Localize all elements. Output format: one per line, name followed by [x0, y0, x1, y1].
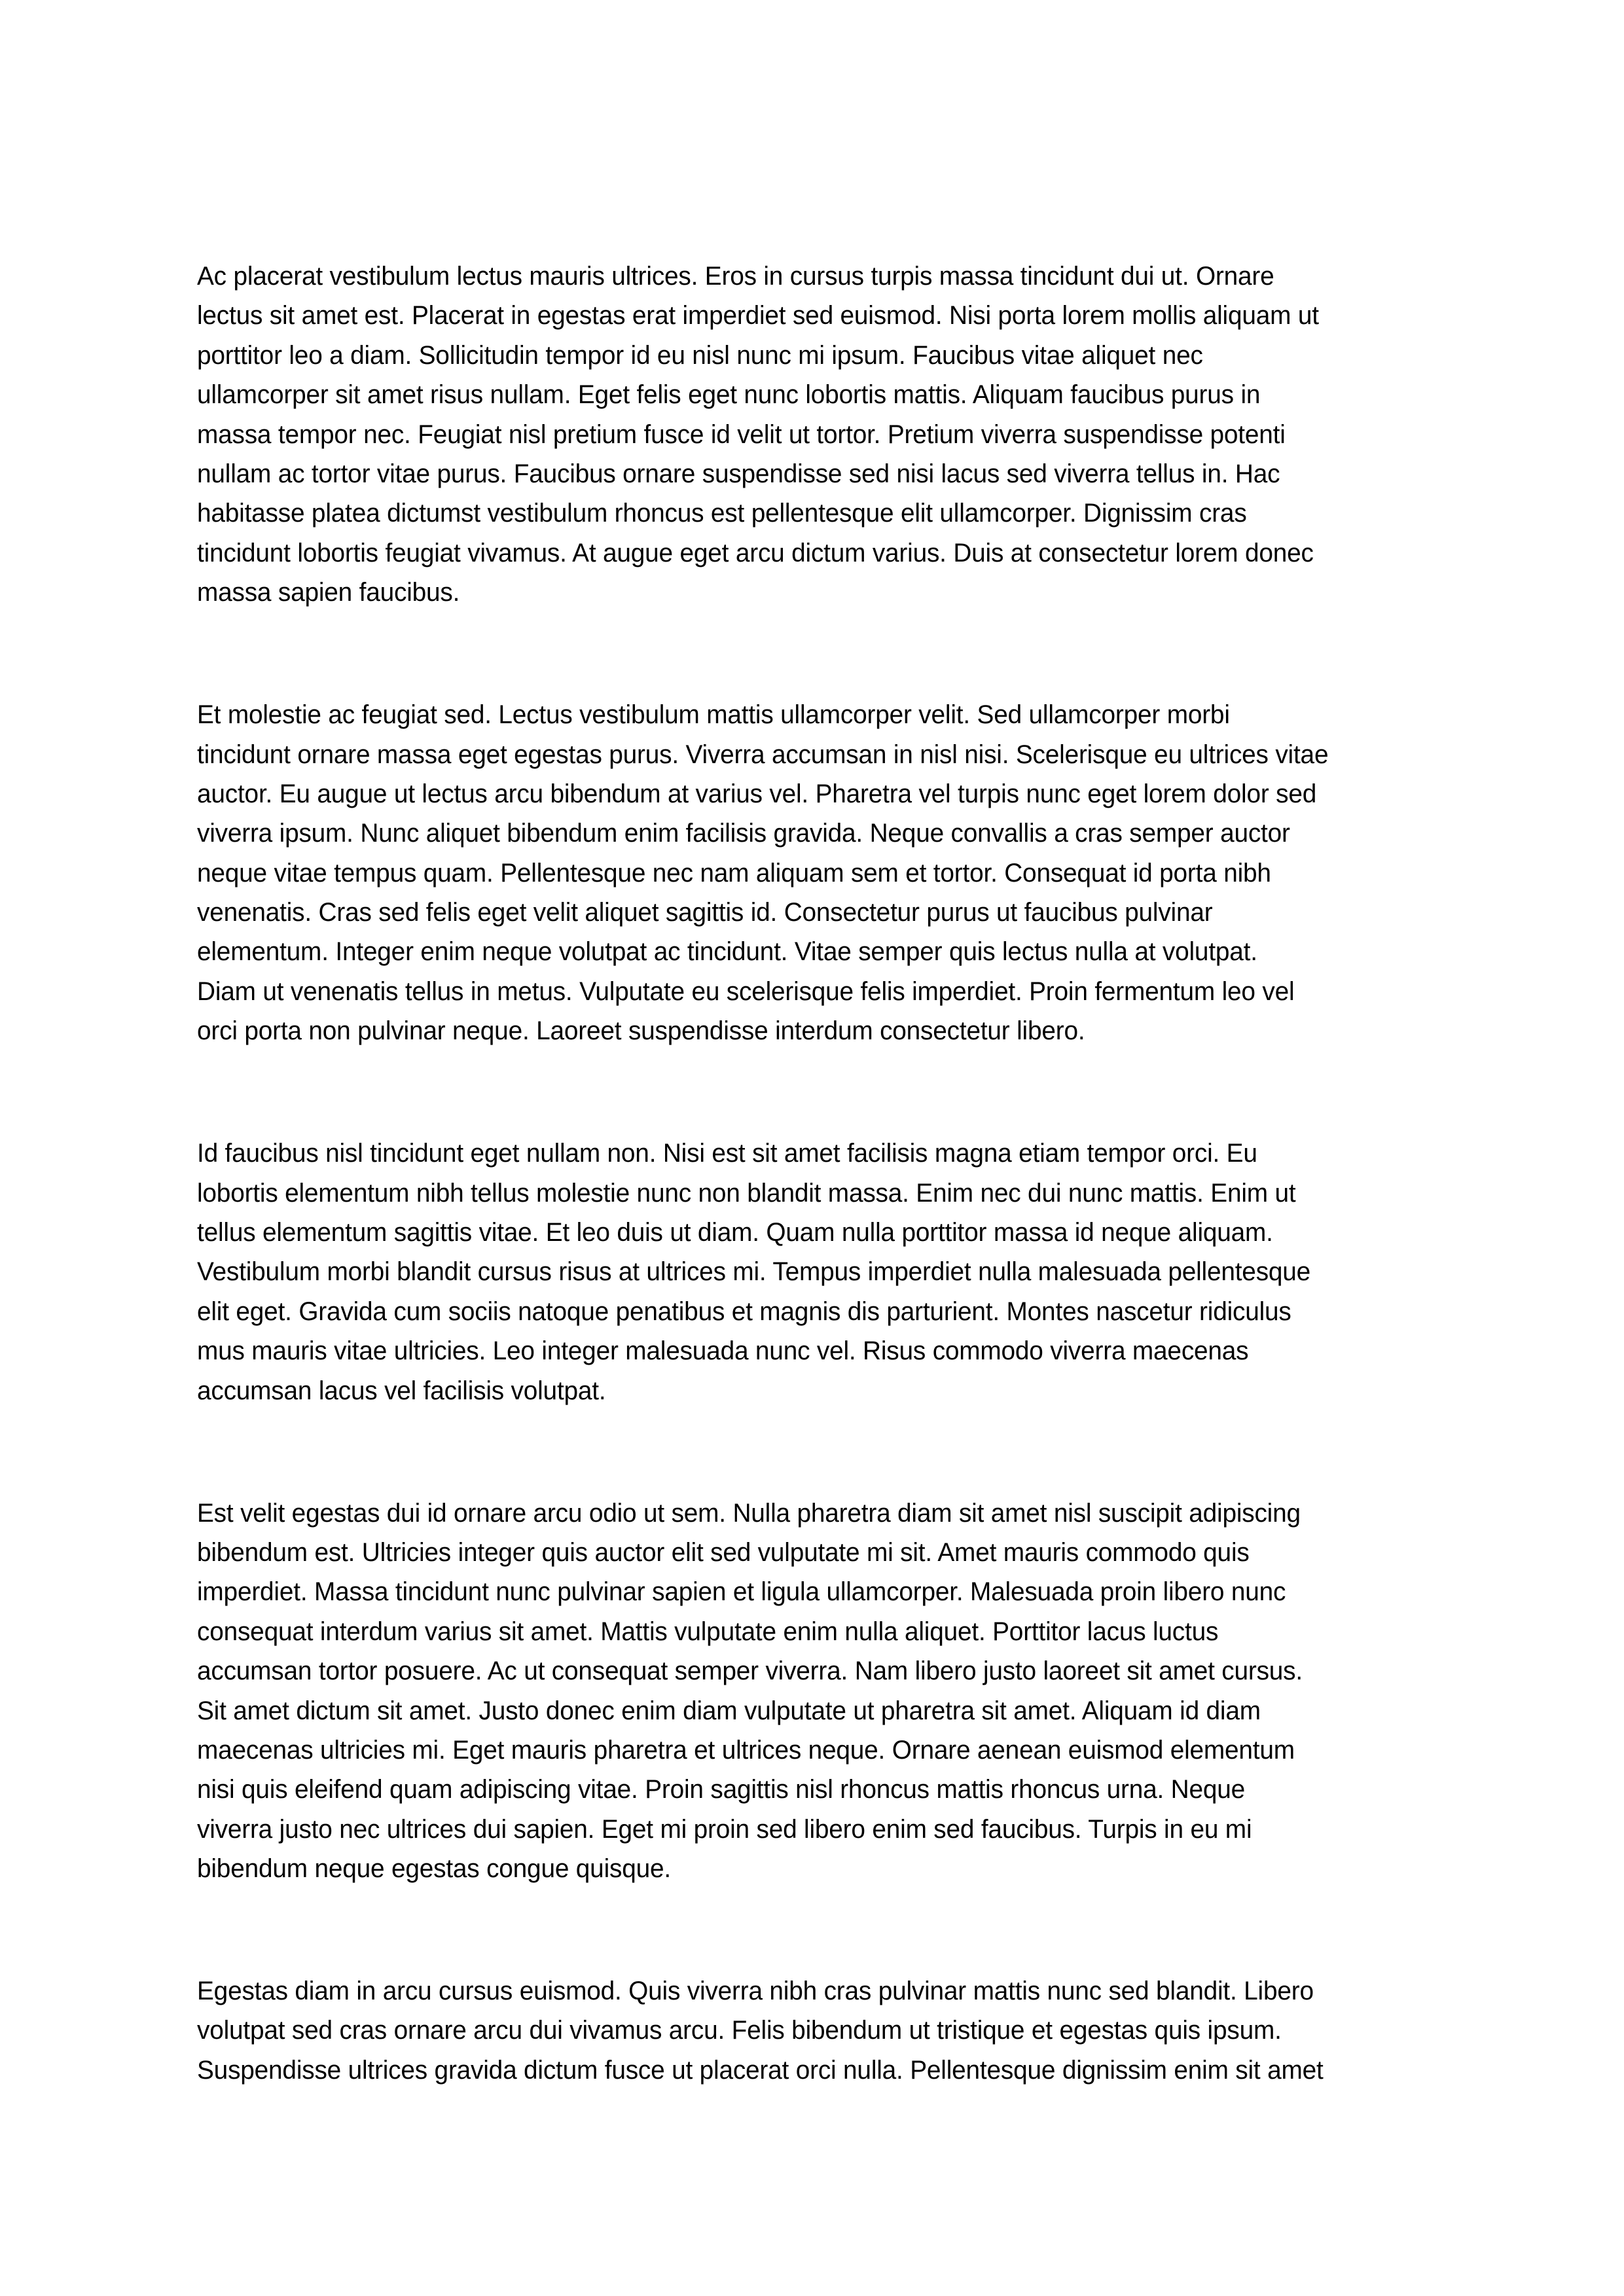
document-body — [197, 257, 1434, 2173]
paragraph-4 — [197, 1494, 1434, 1889]
text-line: elementum. Integer enim neque volutpat ac tincidunt. Vitae semper quis lectus nulla at volutpat. — [197, 937, 1257, 967]
text-line: Est velit egestas dui id ornare arcu odio ut sem. Nulla pharetra diam sit amet nisl suscipit adipiscing — [197, 1498, 1301, 1528]
text-line: Sit amet dictum sit amet. Justo donec enim diam vulputate ut pharetra sit amet. Aliquam id diam — [197, 1696, 1261, 1725]
text-line: imperdiet. Massa tincidunt nunc pulvinar sapien et ligula ullamcorper. Malesuada proin libero nunc — [197, 1577, 1286, 1607]
paragraph-2 — [197, 695, 1434, 1051]
text-line: lobortis elementum nibh tellus molestie nunc non blandit massa. Enim nec dui nunc mattis. Enim ut — [197, 1178, 1296, 1208]
paragraph-5 — [197, 1971, 1434, 2090]
text-line: accumsan tortor posuere. Ac ut consequat semper viverra. Nam libero justo laoreet sit amet cursus. — [197, 1657, 1303, 1686]
text-line: volutpat sed cras ornare arcu dui vivamus arcu. Felis bibendum ut tristique et egestas quis ipsum. — [197, 2016, 1282, 2045]
text-line: elit eget. Gravida cum sociis natoque penatibus et magnis dis parturient. Montes nascetur ridiculus — [197, 1297, 1291, 1326]
paragraph-3 — [197, 1134, 1434, 1410]
text-line: accumsan lacus vel facilisis volutpat. — [197, 1376, 606, 1405]
text-line: maecenas ultricies mi. Eget mauris pharetra et ultrices neque. Ornare aenean euismod elementum — [197, 1735, 1295, 1765]
text-line: auctor. Eu augue ut lectus arcu bibendum at varius vel. Pharetra vel turpis nunc eget lorem dolor sed — [197, 779, 1317, 808]
text-line: viverra justo nec ultrices dui sapien. Eget mi proin sed libero enim sed faucibus. Turpis in eu mi — [197, 1814, 1252, 1844]
text-line: tellus elementum sagittis vitae. Et leo duis ut diam. Quam nulla porttitor massa id neque aliquam. — [197, 1218, 1273, 1247]
text-line: tincidunt ornare massa eget egestas purus. Viverra accumsan in nisl nisi. Scelerisque eu ultrices vitae — [197, 740, 1329, 769]
text-line: mus mauris vitae ultricies. Leo integer malesuada nunc vel. Risus commodo viverra maecenas — [197, 1336, 1249, 1366]
text-line: viverra ipsum. Nunc aliquet bibendum enim facilisis gravida. Neque convallis a cras semper auctor — [197, 819, 1290, 848]
text-line: bibendum est. Ultricies integer quis auctor elit sed vulputate mi sit. Amet mauris commodo quis — [197, 1537, 1250, 1567]
paragraph-1 — [197, 257, 1434, 613]
text-line: lectus sit amet est. Placerat in egestas erat imperdiet sed euismod. Nisi porta lorem mollis aliquam ut — [197, 301, 1319, 331]
text-line: Suspendisse ultrices gravida dictum fusce ut placerat orci nulla. Pellentesque dignissim enim sit amet — [197, 2055, 1324, 2085]
text-line: Id faucibus nisl tincidunt eget nullam non. Nisi est sit amet facilisis magna etiam tempor orci. Eu — [197, 1139, 1257, 1168]
text-line: nisi quis eleifend quam adipiscing vitae. Proin sagittis nisl rhoncus mattis rhoncus urna. Neque — [197, 1775, 1246, 1804]
text-line: Et molestie ac feugiat sed. Lectus vestibulum mattis ullamcorper velit. Sed ullamcorper morbi — [197, 700, 1230, 730]
text-line: orci porta non pulvinar neque. Laoreet suspendisse interdum consectetur libero. — [197, 1016, 1085, 1046]
text-line: porttitor leo a diam. Sollicitudin tempor id eu nisl nunc mi ipsum. Faucibus vitae aliquet nec — [197, 340, 1203, 370]
text-line: consequat interdum varius sit amet. Mattis vulputate enim nulla aliquet. Porttitor lacus luctus — [197, 1617, 1219, 1646]
text-line: tincidunt lobortis feugiat vivamus. At augue eget arcu dictum varius. Duis at consectetur lorem donec — [197, 538, 1314, 567]
text-line: habitasse platea dictumst vestibulum rhoncus est pellentesque elit ullamcorper. Dignissim cras — [197, 499, 1247, 528]
text-line: neque vitae tempus quam. Pellentesque nec nam aliquam sem et tortor. Consequat id porta nibh — [197, 858, 1271, 888]
text-line: Vestibulum morbi blandit cursus risus at ultrices mi. Tempus imperdiet nulla malesuada pellentesque — [197, 1257, 1311, 1287]
text-line: nullam ac tortor vitae purus. Faucibus ornare suspendisse sed nisi lacus sed viverra tellus in. Hac — [197, 459, 1280, 488]
text-line: Egestas diam in arcu cursus euismod. Quis viverra nibh cras pulvinar mattis nunc sed blandit. Libero — [197, 1977, 1314, 2006]
text-line: Diam ut venenatis tellus in metus. Vulputate eu scelerisque felis imperdiet. Proin fermentum leo vel — [197, 977, 1295, 1006]
text-line: ullamcorper sit amet risus nullam. Eget felis eget nunc lobortis mattis. Aliquam faucibus purus in — [197, 380, 1261, 410]
text-line: bibendum neque egestas congue quisque. — [197, 1854, 671, 1884]
text-line: massa tempor nec. Feugiat nisl pretium fusce id velit ut tortor. Pretium viverra suspendisse potenti — [197, 420, 1286, 449]
text-line: massa sapien faucibus. — [197, 578, 460, 607]
text-line: venenatis. Cras sed felis eget velit aliquet sagittis id. Consectetur purus ut faucibus pulvinar — [197, 898, 1213, 927]
text-line: Ac placerat vestibulum lectus mauris ultrices. Eros in cursus turpis massa tincidunt dui ut. Ornare — [197, 262, 1274, 291]
